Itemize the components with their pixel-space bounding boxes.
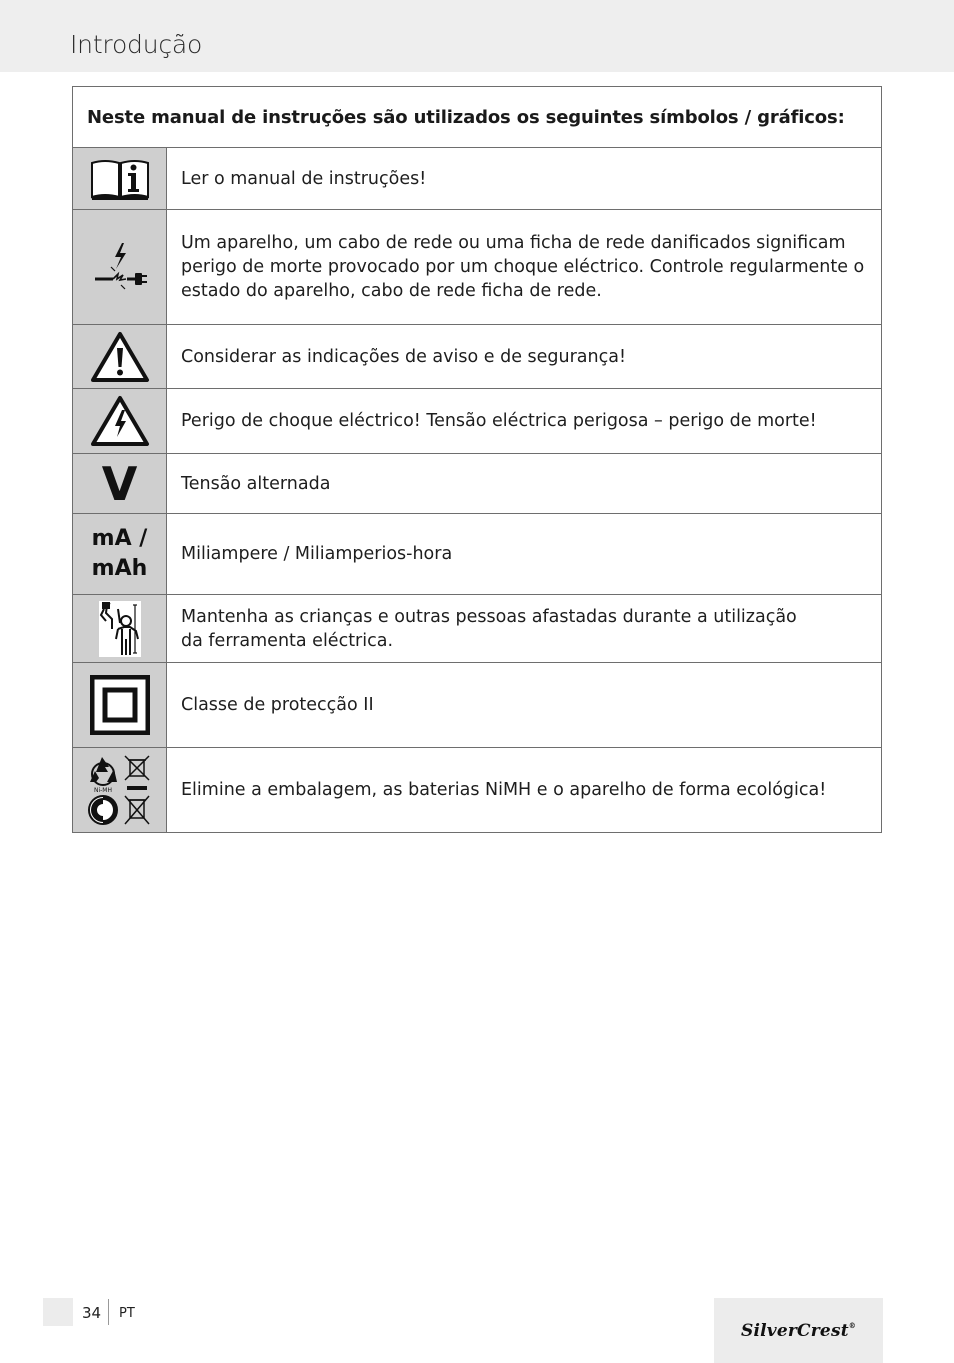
svg-text:Ni-MH: Ni-MH [93, 787, 112, 794]
recycling-disposal-icon [73, 748, 167, 832]
table-row [73, 663, 881, 748]
table-row [73, 148, 881, 210]
brand-registered-mark: ® [848, 1320, 856, 1330]
crossed-bin-icon-top [125, 756, 149, 790]
footer-divider [108, 1299, 109, 1325]
keep-children-away-icon [73, 595, 167, 662]
damaged-cable-icon [73, 210, 167, 324]
green-dot-icon [89, 796, 117, 824]
row-text: Ler o manual de instruções! [181, 168, 427, 189]
symbols-table [72, 86, 882, 833]
manual-info-icon [73, 148, 167, 209]
warning-triangle-icon [73, 325, 167, 388]
footer-tab [43, 1298, 73, 1326]
row-text: Elimine a embalagem, as baterias NiMH e o aparelho de forma ecológica! [181, 780, 827, 800]
page-number: 34 [82, 1304, 102, 1322]
row-text: Mantenha as crianças e outras pessoas afastadas durante a utilização [181, 606, 797, 627]
row-text: estado do aparelho, cabo de rede ficha de rede. [181, 281, 602, 301]
brand-logo-box [714, 1298, 883, 1363]
row-text: perigo de morte provocado por um choque eléctrico. Controle regularmente o [181, 257, 865, 277]
row-text: Tensão alternada [181, 473, 331, 494]
protection-class-ii-icon [73, 663, 167, 747]
row-text: da ferramenta eléctrica. [181, 630, 394, 651]
mah-symbol-line: mAh [91, 556, 148, 581]
table-row [73, 748, 881, 832]
table-row [73, 325, 881, 389]
table-row [73, 210, 881, 325]
table-heading: Neste manual de instruções são utilizados os seguintes símbolos / gráficos: [73, 87, 881, 148]
table-row [73, 514, 881, 595]
electric-hazard-icon [73, 389, 167, 453]
brand-name: SilverCrest [741, 1320, 849, 1341]
language-code: PT [119, 1306, 135, 1321]
brand-logo [741, 1321, 856, 1341]
voltage-v-icon: V [101, 456, 138, 511]
table-row [73, 389, 881, 454]
row-text: Perigo de choque eléctrico! Tensão eléctrica perigosa – perigo de morte! [181, 411, 817, 431]
row-text: Um aparelho, um cabo de rede ou uma ficha de rede danificados significam [181, 233, 846, 253]
row-text: Considerar as indicações de aviso e de segurança! [181, 346, 626, 367]
crossed-bin-icon-bottom [125, 796, 149, 824]
row-text: Classe de protecção II [181, 695, 374, 715]
table-row [73, 454, 881, 514]
mah-symbol-line: mA / [91, 526, 148, 551]
table-row [73, 595, 881, 663]
recycle-arrows-icon [90, 757, 117, 785]
mah-icon [92, 524, 148, 584]
page-title: Introdução [70, 30, 203, 59]
row-text: Miliampere / Miliamperios-hora [181, 544, 453, 564]
